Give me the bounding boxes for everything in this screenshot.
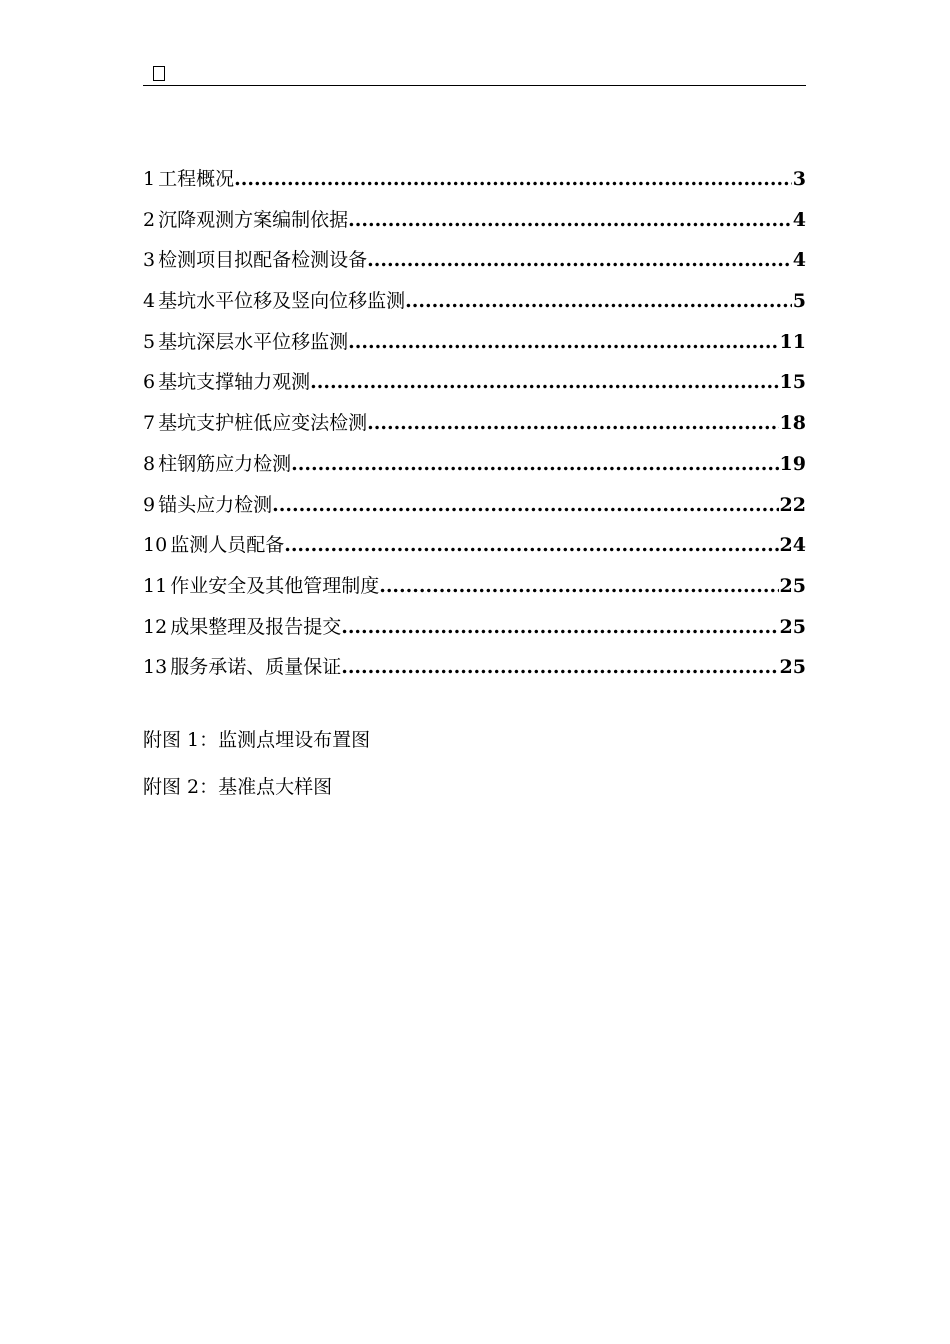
toc-entry-page: 25 <box>779 615 806 638</box>
toc-entry-9[interactable] <box>143 489 806 530</box>
toc-entry-label <box>143 448 291 480</box>
toc-entry-label <box>143 407 367 439</box>
toc-entry-title: 作业安全及其他管理制度 <box>170 574 380 597</box>
appendix-item-2: 附图 2：基准点大样图 <box>143 776 333 798</box>
toc-entry-title: 工程概况 <box>158 168 235 190</box>
toc-entry-7[interactable] <box>143 407 806 448</box>
toc-leader-dots <box>341 651 778 683</box>
toc-entry-title: 成果整理及报告提交 <box>170 615 342 638</box>
toc-entry-label <box>143 163 234 195</box>
toc-entry-page: 24 <box>779 534 806 557</box>
toc-entry-page: 5 <box>792 290 806 313</box>
toc-entry-page: 4 <box>792 208 806 231</box>
toc-entry-page: 25 <box>779 574 806 597</box>
toc-entry-title: 服务承诺、质量保证 <box>170 656 342 679</box>
toc-entry-label <box>143 611 341 643</box>
toc-entry-number: 12 <box>143 615 168 638</box>
toc-entry-number: 1 <box>143 168 156 190</box>
toc-leader-dots <box>291 448 778 480</box>
toc-entry-title: 锚头应力检测 <box>158 493 273 516</box>
toc-entry-label <box>143 651 341 683</box>
toc-entry-number: 5 <box>143 330 156 353</box>
toc-entry-title: 监测人员配备 <box>170 534 285 557</box>
page-header <box>143 60 806 86</box>
toc-entry-number: 3 <box>143 249 156 272</box>
toc-entry-title: 沉降观测方案编制依据 <box>158 208 349 231</box>
toc-leader-dots <box>272 489 778 521</box>
toc-entry-page: 15 <box>779 371 806 394</box>
toc-entry-title: 柱钢筋应力检测 <box>158 452 292 475</box>
toc-entry-page: 3 <box>792 168 806 190</box>
toc-leader-dots <box>284 529 778 561</box>
toc-entry-10[interactable] <box>143 529 806 570</box>
toc-entry-label <box>143 285 405 317</box>
toc-entry-title: 检测项目拟配备检测设备 <box>158 249 368 272</box>
toc-entry-12[interactable] <box>143 611 806 652</box>
toc-entry-page: 18 <box>779 412 806 435</box>
toc-leader-dots <box>367 244 792 276</box>
toc-entry-number: 10 <box>143 534 168 557</box>
toc-entry-number: 4 <box>143 290 156 313</box>
toc-leader-dots <box>405 285 792 317</box>
toc-entry-page: 25 <box>779 656 806 679</box>
toc-entry-label <box>143 570 379 602</box>
toc-leader-dots <box>367 407 778 439</box>
missing-glyph-icon <box>153 66 165 81</box>
toc-entry-number: 13 <box>143 656 168 679</box>
toc-entry-1[interactable] <box>143 163 806 204</box>
toc-entry-6[interactable] <box>143 366 806 407</box>
toc-leader-dots <box>341 611 778 643</box>
toc-entry-title: 基坑支护桩低应变法检测 <box>158 412 368 435</box>
toc-entry-4[interactable] <box>143 285 806 326</box>
toc-entry-number: 2 <box>143 208 156 231</box>
toc-entry-number: 11 <box>143 574 168 597</box>
toc-leader-dots <box>234 163 792 195</box>
toc-entry-2[interactable] <box>143 204 806 245</box>
appendix-list <box>143 724 370 818</box>
toc-entry-page: 22 <box>779 493 806 516</box>
toc-entry-number: 6 <box>143 371 156 394</box>
toc-entry-3[interactable] <box>143 244 806 285</box>
toc-entry-label <box>143 326 348 358</box>
toc-entry-label <box>143 204 348 236</box>
toc-entry-title: 基坑水平位移及竖向位移监测 <box>158 290 406 313</box>
toc-leader-dots <box>379 570 778 602</box>
appendix-item-1: 附图 1：监测点埋设布置图 <box>143 729 371 751</box>
toc-entry-page: 11 <box>779 330 806 353</box>
toc-entry-label <box>143 366 310 398</box>
toc-entry-page: 4 <box>792 249 806 272</box>
toc-entry-5[interactable] <box>143 326 806 367</box>
toc-leader-dots <box>348 326 778 358</box>
toc-leader-dots <box>348 204 792 236</box>
toc-entry-title: 基坑支撑轴力观测 <box>158 371 311 394</box>
toc-entry-label <box>143 244 367 276</box>
toc-entry-11[interactable] <box>143 570 806 611</box>
toc-entry-number: 7 <box>143 412 156 435</box>
toc-leader-dots <box>310 366 778 398</box>
toc-entry-page: 19 <box>779 452 806 475</box>
toc-entry-label <box>143 529 284 561</box>
toc-entry-title: 基坑深层水平位移监测 <box>158 330 349 353</box>
toc-entry-number: 8 <box>143 452 156 475</box>
table-of-contents <box>143 163 806 692</box>
toc-entry-number: 9 <box>143 493 156 516</box>
toc-entry-8[interactable] <box>143 448 806 489</box>
toc-entry-label <box>143 489 272 521</box>
toc-entry-13[interactable] <box>143 651 806 692</box>
